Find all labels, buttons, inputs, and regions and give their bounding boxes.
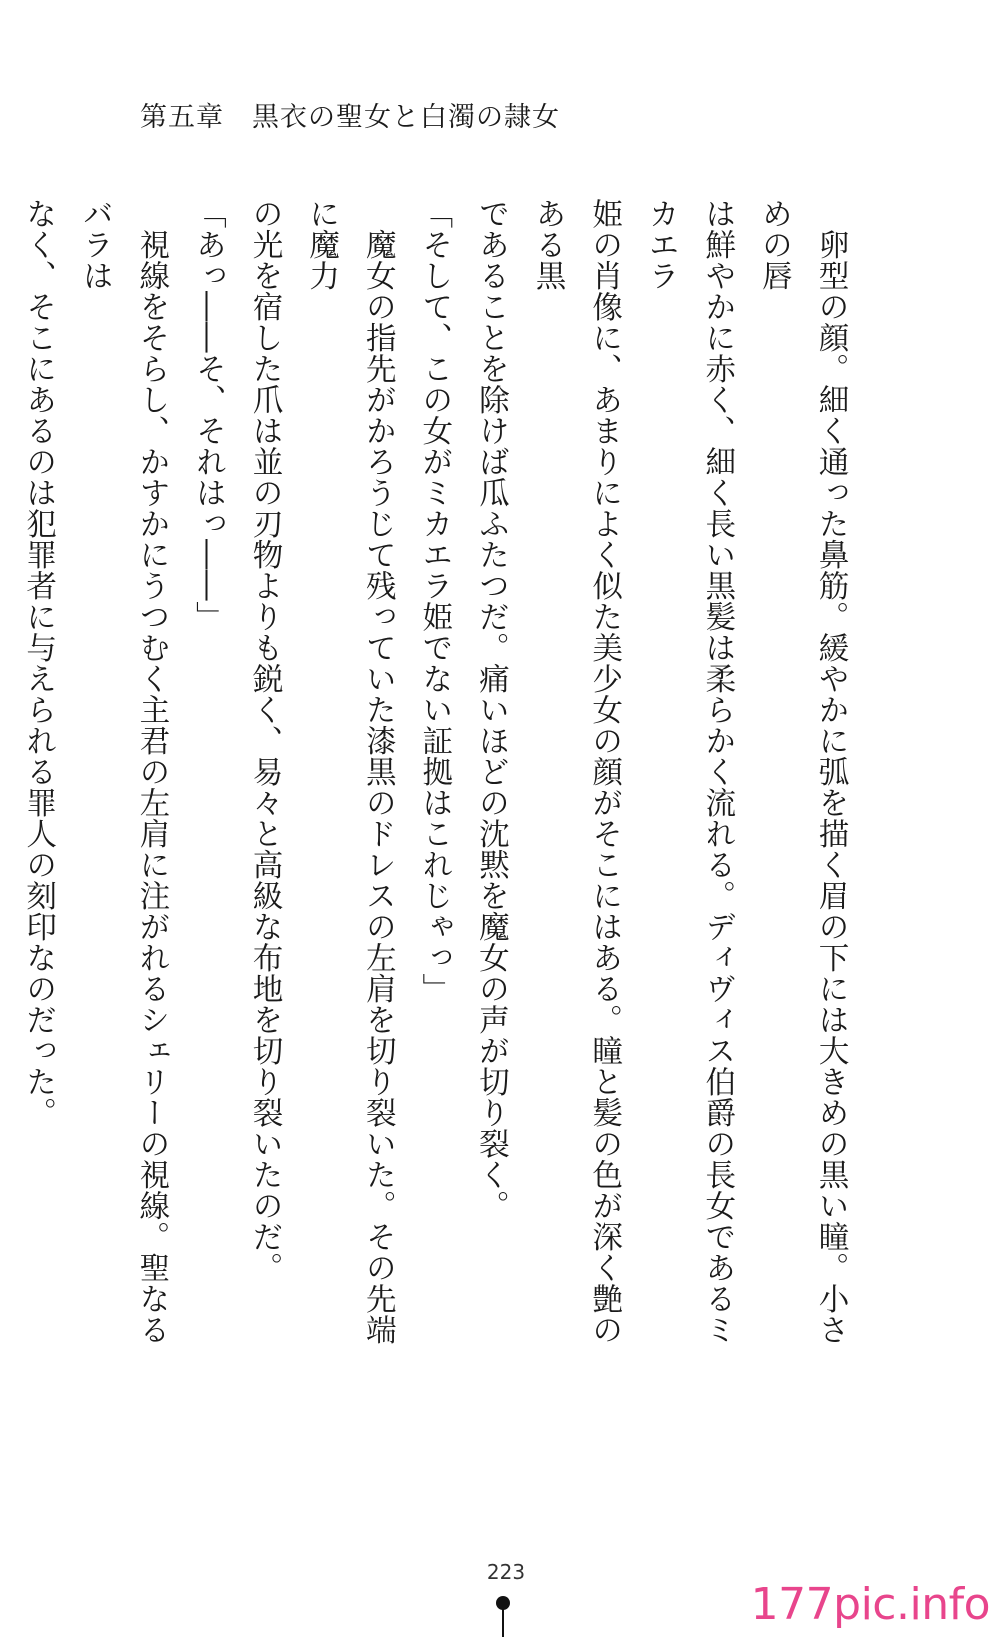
text-line: 「あっ――そ、それはっ――」: [190, 198, 226, 632]
watermark: 177pic.info: [750, 1579, 990, 1630]
text-line: 姫の肖像に、あまりによく似た美少女の顔がそこにはある。瞳と髪の色が深く艶のある黒: [530, 198, 622, 1345]
text-line: なく、そこにあるのは犯罪者に与えられる罪人の刻印なのだった。: [20, 198, 56, 1128]
text-line: は鮮やかに赤く、細く長い黒髪は柔らかく流れる。ディヴィス伯爵の長女であるミカエラ: [643, 198, 735, 1345]
body-text: [0, 198, 858, 1358]
text-line: 「そして、この女がミカエラ姫でない証拠はこれじゃっ」: [416, 198, 452, 1004]
text-line: の光を宿した爪は並の刃物よりも鋭く、易々と高級な布地を切り裂いたのだ。: [247, 198, 283, 1283]
page-marker-line: [502, 1604, 504, 1637]
text-line: 卵型の顔。細く通った鼻筋。緩やかに弧を描く眉の下には大きめの黒い瞳。小さめの唇: [756, 198, 848, 1345]
text-line: [0, 198, 9, 1358]
text-line: であることを除けば瓜ふたつだ。痛いほどの沈黙を魔女の声が切り裂く。: [473, 198, 509, 1221]
text-line: 魔女の指先がかろうじて残っていた漆黒のドレスの左肩を切り裂いた。その先端に魔力: [303, 198, 396, 1345]
page-number: 223: [486, 1560, 526, 1584]
chapter-header: 第五章 黒衣の聖女と白濁の隷女: [140, 102, 560, 133]
text-line: 視線をそらし、かすかにうつむく主君の左肩に注がれるシェリーの視線。聖なるバラは: [77, 198, 169, 1345]
